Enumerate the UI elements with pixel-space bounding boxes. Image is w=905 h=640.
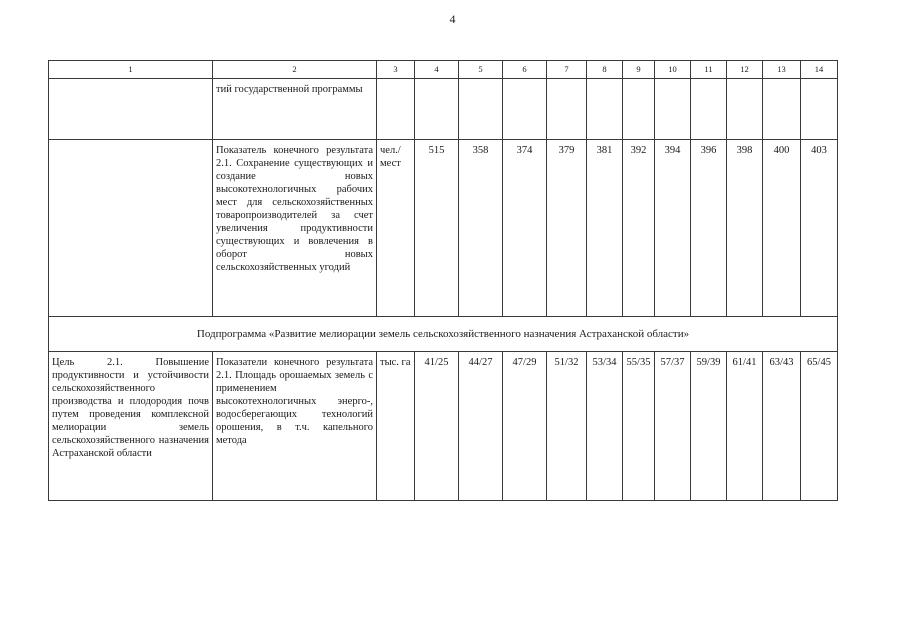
value-cell: 379: [547, 140, 587, 317]
value-cell: 515: [415, 140, 459, 317]
indicator-cell: тий государственной программы: [213, 79, 377, 140]
value-cell: 400: [763, 140, 801, 317]
value-cell: [459, 79, 503, 140]
column-header: 1: [49, 61, 213, 79]
column-header: 11: [691, 61, 727, 79]
page-number: 4: [449, 12, 456, 26]
indicators-table: [48, 60, 838, 501]
value-cell: [801, 79, 838, 140]
value-cell: 398: [727, 140, 763, 317]
goal-cell: Цель 2.1. Повышение продуктивности и устойчивости сельскохозяйственного производства и плодородия почв путем проведения комплексной мелиорации земель сельскохозяйственного назначения Астраханской области: [49, 352, 213, 501]
goal-cell: [49, 140, 213, 317]
value-cell: [623, 79, 655, 140]
column-header: 12: [727, 61, 763, 79]
value-cell: 396: [691, 140, 727, 317]
value-cell: [727, 79, 763, 140]
unit-cell: [377, 79, 415, 140]
value-cell: 59/39: [691, 352, 727, 501]
value-cell: 392: [623, 140, 655, 317]
column-header: 13: [763, 61, 801, 79]
value-cell: 53/34: [587, 352, 623, 501]
value-cell: 57/37: [655, 352, 691, 501]
column-numbers-row: [49, 61, 838, 79]
unit-cell: чел./ мест: [377, 140, 415, 317]
indicator-cell: Показатели конечного результата 2.1. Площадь орошаемых земель с применением высокотехнологичных энерго-, водосберегающих технологий орошения, в т.ч. капельного метода: [213, 352, 377, 501]
value-cell: 51/32: [547, 352, 587, 501]
table-row: [49, 140, 838, 317]
value-cell: 47/29: [503, 352, 547, 501]
table-row: [49, 79, 838, 140]
goal-cell: [49, 79, 213, 140]
value-cell: [415, 79, 459, 140]
indicator-cell: Показатель конечного результата 2.1. Сохранение существующих и создание новых высокотехнологичных рабочих мест для сельскохозяйственных товаропроизводителей за счет увеличения продуктивности существующих и вовлечения в оборот новых сельскохозяйственных угодий: [213, 140, 377, 317]
subprogram-row: [49, 317, 838, 352]
value-cell: [763, 79, 801, 140]
value-cell: 381: [587, 140, 623, 317]
value-cell: 61/41: [727, 352, 763, 501]
column-header: 14: [801, 61, 838, 79]
value-cell: 63/43: [763, 352, 801, 501]
unit-cell: тыс. га: [377, 352, 415, 501]
value-cell: 65/45: [801, 352, 838, 501]
value-cell: 55/35: [623, 352, 655, 501]
column-header: 5: [459, 61, 503, 79]
value-cell: 358: [459, 140, 503, 317]
column-header: 7: [547, 61, 587, 79]
value-cell: [655, 79, 691, 140]
value-cell: [547, 79, 587, 140]
column-header: 9: [623, 61, 655, 79]
subprogram-title: Подпрограмма «Развитие мелиорации земель сельскохозяйственного назначения Астраханской области»: [49, 317, 838, 352]
value-cell: 403: [801, 140, 838, 317]
value-cell: [691, 79, 727, 140]
column-header: 10: [655, 61, 691, 79]
value-cell: [503, 79, 547, 140]
table-row: [49, 352, 838, 501]
value-cell: 41/25: [415, 352, 459, 501]
value-cell: [587, 79, 623, 140]
column-header: 8: [587, 61, 623, 79]
column-header: 3: [377, 61, 415, 79]
column-header: 6: [503, 61, 547, 79]
value-cell: 374: [503, 140, 547, 317]
column-header: 4: [415, 61, 459, 79]
value-cell: 394: [655, 140, 691, 317]
column-header: 2: [213, 61, 377, 79]
value-cell: 44/27: [459, 352, 503, 501]
